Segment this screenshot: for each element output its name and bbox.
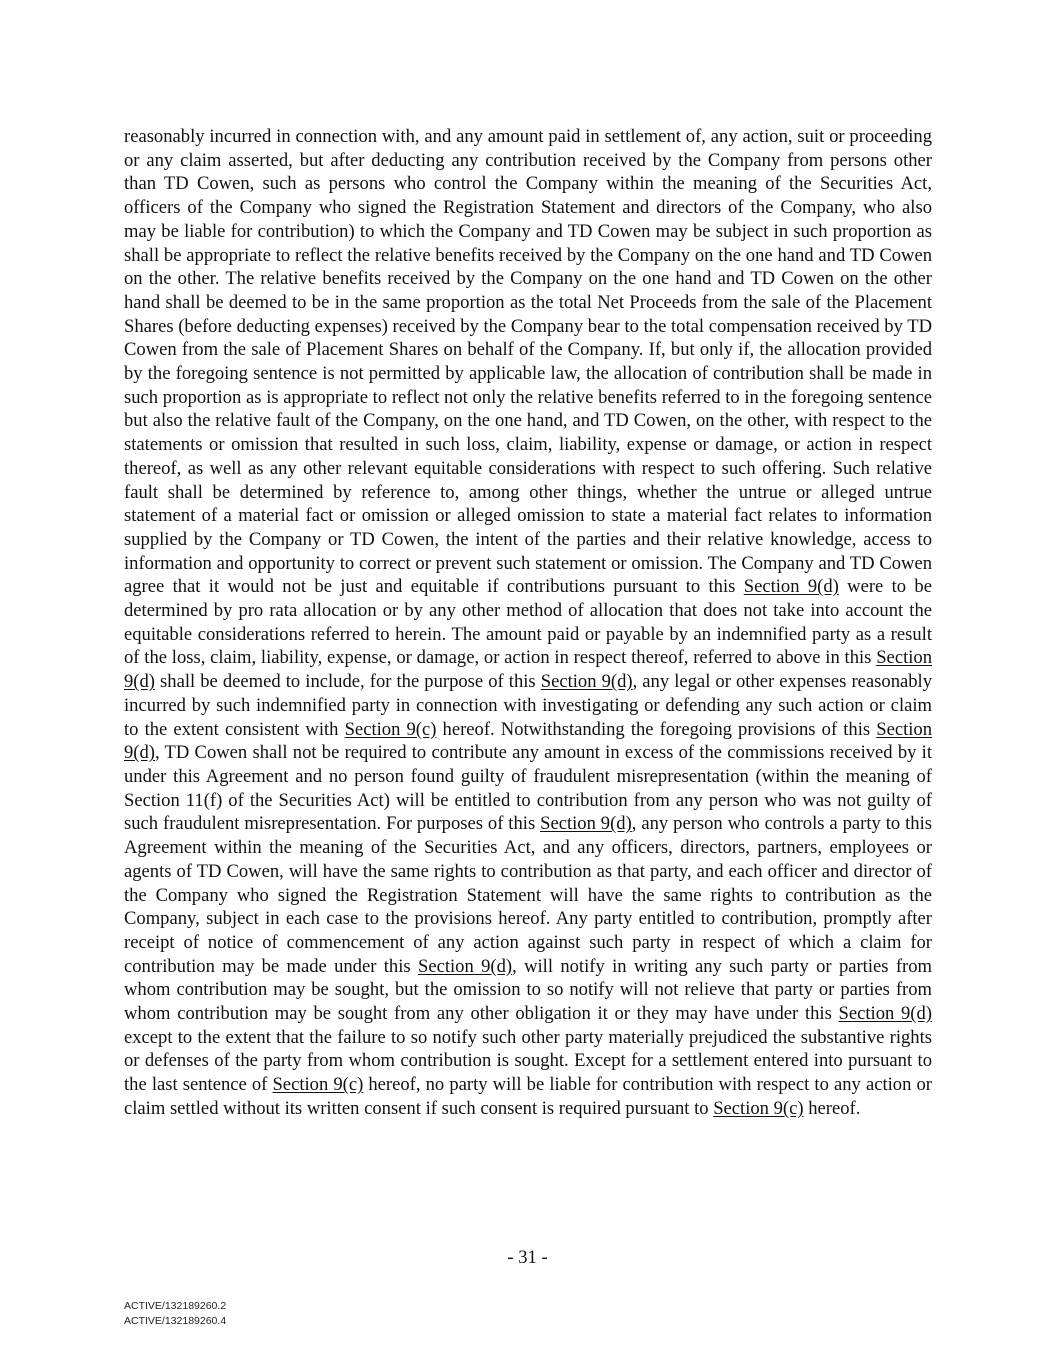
paragraph-text: , TD Cowen shall not be required to contribute any amount in excess of the commissions received by it under this Agreement and no person found guilty of fraudulent misrepresentation (within the meaning of Section 11(f) of the Securities Act) will be entitled to contribution from any person who was not guilty of such fraudulent misrepresentation. For purposes of this	[124, 742, 932, 835]
paragraph-text: , any legal or other expenses reasonably incurred by such indemnified party in connection with investigating or defending any such action or claim to the extent consistent with	[124, 671, 933, 740]
paragraph-text: were to be determined by pro rata allocation or by any other method of allocation that does not take into account the equitable considerations referred to herein. The amount paid or payable by an indemnified party as a result of the loss, claim, liability, expense, or damage, or action in respect thereof, referred to above in this	[124, 576, 932, 669]
paragraph-text: , will notify in writing any such party or parties from whom contribution may be sought, but the omission to so notify will not relieve that party or parties from whom contribution may be sought from any other obligation it or they may have under this	[124, 955, 932, 1025]
section-reference: Section 9(c)	[344, 718, 437, 740]
paragraph-text: except to the extent that the failure to so notify such other party materially prejudiced the substantive rights or defenses of the party from whom contribution is sought. Except for a settlement entered into pursuant to the last sentence of	[124, 1026, 932, 1096]
section-reference: Section 9(d)	[743, 576, 839, 598]
page-number: - 31 -	[507, 1247, 548, 1268]
section-reference: Section 9(d)	[838, 1003, 932, 1025]
section-reference: Section 9(d)	[124, 647, 932, 693]
document-identifiers	[124, 1299, 226, 1329]
doc-id-line: ACTIVE/132189260.2	[124, 1300, 227, 1312]
paragraph-text: shall be deemed to include, for the purpose of this	[154, 671, 541, 693]
section-reference: Section 9(c)	[713, 1097, 804, 1119]
section-reference: Section 9(d)	[417, 955, 513, 977]
paragraph-text: hereof, no party will be liable for contribution with respect to any action or claim settled without its written consent if such consent is required pursuant to	[124, 1074, 932, 1119]
paragraph-text: hereof.	[803, 1097, 861, 1119]
paragraph-text: , any person who controls a party to this Agreement within the meaning of the Securities Act, and any officers, directors, partners, employees or agents of TD Cowen, will have the same rights to contribution as that party, and each officer and director of the Company who signed the Registration Statement will have the same rights to contribution as the Company, subject in each case to the provisions hereof. Any party entitled to contribution, promptly after receipt of notice of commencement of any action against such party in respect of which a claim for contribution may be made under this	[124, 813, 932, 977]
paragraph-text: hereof. Notwithstanding the foregoing provisions of this	[436, 718, 877, 740]
contribution-paragraph	[124, 125, 932, 1121]
section-reference: Section 9(d)	[540, 813, 632, 835]
section-reference: Section 9(d)	[124, 718, 933, 764]
section-reference: Section 9(d)	[540, 671, 633, 693]
section-reference: Section 9(c)	[272, 1074, 364, 1096]
doc-id-line: ACTIVE/132189260.4	[124, 1315, 227, 1327]
paragraph-text: reasonably incurred in connection with, and any amount paid in settlement of, any action, suit or proceeding or any claim asserted, but after deducting any contribution received by the Company from persons other than TD Cowen, such as persons who control the Company within the meaning of the Securities Act, officers of the Company who signed the Registration Statement and directors of the Company, who also may be liable for contribution) to which the Company and TD Cowen may be subject in such proportion as shall be appropriate to reflect the relative benefits received by the Company on the one hand and TD Cowen on the other. The relative benefits received by the Company on the one hand and TD Cowen on the other hand shall be deemed to be in the same proportion as the total Net Proceeds from the sale of the Placement Shares (before deducting expenses) received by the Company bear to the total compensation received by TD Cowen from the sale of Placement Shares on behalf of the Company. If, but only if, the allocation provided by the foregoing sentence is not permitted by applicable law, the allocation of contribution shall be made in such proportion as is appropriate to reflect not only the relative benefits referred to in the foregoing sentence but also the relative fault of the Company, on the one hand, and TD Cowen, on the other, with respect to the statements or omission that resulted in such loss, claim, liability, expense or damage, or action in respect thereof, as well as any other relevant equitable considerations with respect to such offering. Such relative fault shall be determined by reference to, among other things, whether the untrue or alleged untrue statement of a material fact or omission or alleged omission to state a material fact relates to information supplied by the Company or TD Cowen, the intent of the parties and their relative knowledge, access to information and opportunity to correct or prevent such statement or omission. The Company and TD Cowen agree that it would not be just and equitable if contributions pursuant to this	[124, 126, 932, 598]
